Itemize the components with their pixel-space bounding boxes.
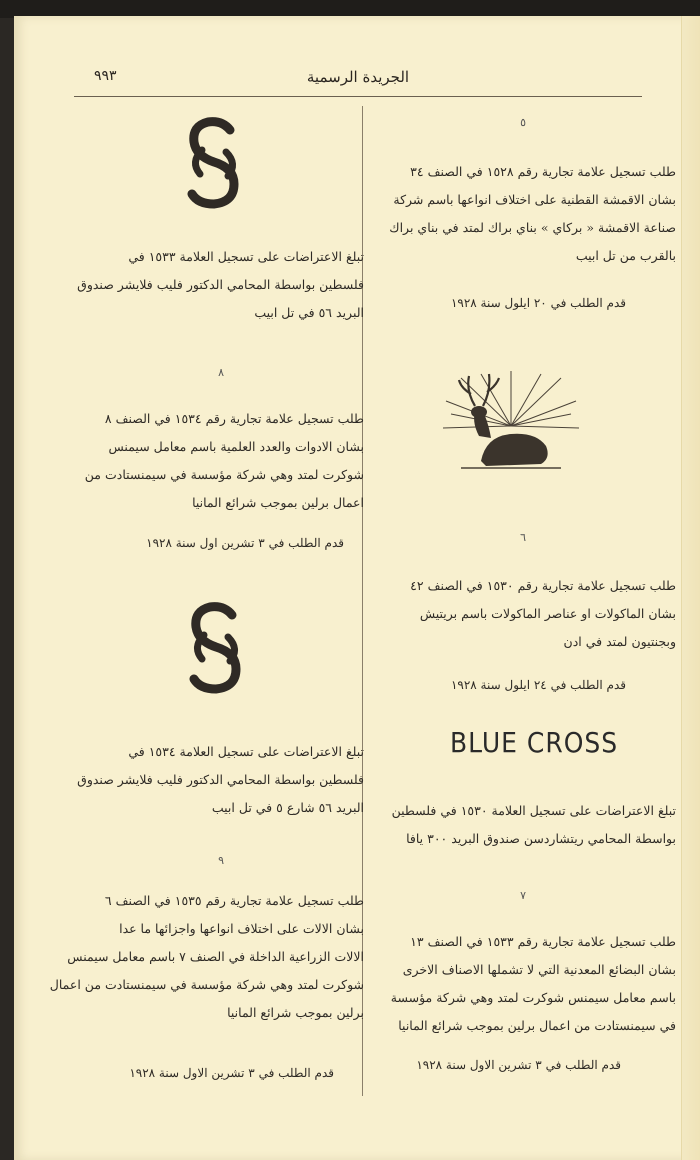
blue-cross-mark: BLUE CROSS — [450, 726, 619, 759]
objection-line: تبلغ الاعتراضات على تسجيل العلامة ١٥٣٣ في — [128, 249, 364, 264]
filing-date: قدم الطلب في ٣ تشرين اول سنة ١٩٢٨ — [146, 536, 344, 550]
objection-line: البريد ٥٦ في تل ابيب — [254, 305, 364, 320]
entry-line: طلب تسجيل علامة تجارية رقم ١٥٢٨ في الصنف ٣٤ — [410, 164, 676, 179]
page-edge — [681, 16, 700, 1160]
filing-date: قدم الطلب في ٣ تشرين الاول سنة ١٩٢٨ — [129, 1066, 334, 1080]
entry-line: بشان الاقمشة القطنية على اختلاف انواعها باسم شركة — [393, 192, 676, 207]
stag-sunburst-icon — [441, 366, 581, 476]
entry-number: ٦ — [520, 531, 526, 544]
objection-line: تبلغ الاعتراضات على تسجيل العلامة ١٥٣٠ في فلسطين — [391, 803, 676, 818]
entry-line: شوكرت لمتد وهي شركة مؤسسة في سيمنستادت من — [84, 467, 364, 482]
header-rule — [74, 96, 642, 97]
entry-line: وبجنتيون لمتد في ادن — [563, 634, 676, 649]
entry-line: باسم معامل سيمنس شوكرت لمتد وهي شركة مؤسسة — [390, 990, 676, 1005]
page-number: ٩٩٣ — [94, 68, 117, 84]
objection-line: فلسطين بواسطة المحامي الدكتور فليب فلايشر صندوق — [77, 772, 364, 787]
entry-line: بالقرب من تل ابيب — [575, 248, 676, 263]
objection-line: بواسطة المحامي ريتشاردسن صندوق البريد ٣٠٠ يافا — [406, 831, 676, 846]
entry-line: شوكرت لمتد وهي شركة مؤسسة في سيمنستادت من اعمال — [49, 977, 364, 992]
entry-line: برلين بموجب شرائع المانيا — [227, 1005, 364, 1020]
filing-date: قدم الطلب في ٢٠ ايلول سنة ١٩٢٨ — [450, 296, 626, 310]
objection-line: فلسطين بواسطة المحامي الدكتور فليب فلايشر صندوق — [77, 277, 364, 292]
siemens-logo-icon — [184, 601, 248, 696]
entry-line: بشان الالات على اختلاف انواعها واجزائها ما عدا — [119, 921, 364, 936]
page-title: الجريدة الرسمية — [306, 68, 410, 86]
objection-line: البريد ٥٦ شارع ٥ في تل ابيب — [211, 800, 364, 815]
entry-line: طلب تسجيل علامة تجارية رقم ١٥٣٤ في الصنف ٨ — [104, 411, 364, 426]
entry-line: طلب تسجيل علامة تجارية رقم ١٥٣٣ في الصنف ١٣ — [410, 934, 676, 949]
entry-line: الالات الزراعية الداخلة في الصنف ٧ باسم معامل سيمنس — [67, 949, 364, 964]
entry-line: بشان الماكولات او عناصر الماكولات باسم بريتيش — [419, 606, 676, 621]
filing-date: قدم الطلب في ٣ تشرين الاول سنة ١٩٢٨ — [416, 1058, 621, 1072]
entry-line: طلب تسجيل علامة تجارية رقم ١٥٣٠ في الصنف ٤٢ — [410, 578, 676, 593]
entry-number: ٥ — [520, 116, 526, 129]
page-header — [74, 68, 642, 94]
entry-line: بشان الادوات والعدد العلمية باسم معامل سيمنس — [108, 439, 364, 454]
objection-line: تبلغ الاعتراضات على تسجيل العلامة ١٥٣٤ في — [128, 744, 364, 759]
filing-date: قدم الطلب في ٢٤ ايلول سنة ١٩٢٨ — [450, 678, 626, 692]
entry-line: في سيمنستادت من اعمال برلين بموجب شرائع المانيا — [398, 1018, 676, 1033]
entry-number: ٧ — [520, 889, 526, 902]
entry-number: ٩ — [218, 854, 224, 867]
entry-number: ٨ — [218, 366, 224, 379]
entry-line: اعمال برلين بموجب شرائع المانيا — [192, 495, 364, 510]
siemens-logo-icon — [182, 116, 246, 211]
entry-line: صناعة الاقمشة « بركاي » بناي براك لمتد في بناي براك — [389, 220, 676, 235]
gazette-page — [14, 16, 700, 1160]
entry-line: طلب تسجيل علامة تجارية رقم ١٥٣٥ في الصنف ٦ — [104, 893, 364, 908]
entry-line: بشان البضائع المعدنية التي لا تشملها الاصناف الاخرى — [402, 962, 676, 977]
